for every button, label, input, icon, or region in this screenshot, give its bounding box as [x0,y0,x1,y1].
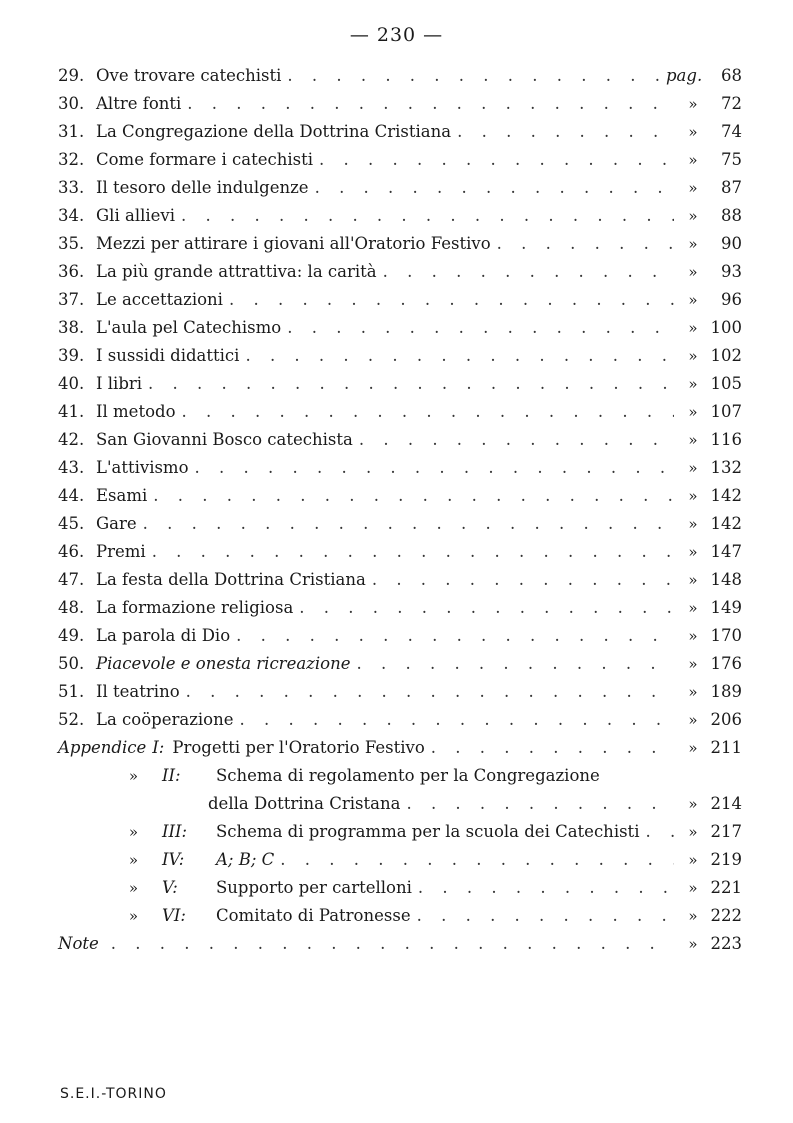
entry-number: 51. [58,682,85,701]
dot-leader [229,290,674,309]
entry-page: 132 [710,458,742,477]
toc-entry [58,542,742,570]
entry-title: Piacevole e onesta ricreazione [96,654,351,673]
page-abbreviation: pag. [666,66,703,85]
appendix-entry [58,850,742,878]
entry-page: 147 [710,542,742,561]
dot-leader [186,682,674,701]
appendix-number: V: [162,878,178,897]
ditto-mark: » [688,655,698,673]
toc-entry [58,430,742,458]
toc-entry [58,318,742,346]
toc-entry [58,654,742,682]
entry-page: 72 [721,94,742,113]
dot-leader [182,402,674,421]
toc-entry [58,234,742,262]
appendix-number: IV: [162,850,185,869]
dot-leader [372,570,674,589]
entry-title: Premi [96,542,146,561]
entry-number: 36. [58,262,85,281]
toc-entry [58,262,742,290]
entry-title: Il teatrino [96,682,180,701]
entry-title: La formazione religiosa [96,598,294,617]
entry-title: Il metodo [96,402,176,421]
entry-title: Progetti per l'Oratorio Festivo [172,738,425,757]
appendix-entry-continuation [58,794,742,822]
toc-entry [58,514,742,542]
entry-title: Ove trovare catechisti [96,66,282,85]
entry-number: 38. [58,318,85,337]
toc-entry [58,206,742,234]
appendix-number: II: [162,766,181,785]
ditto-mark: » [128,879,138,897]
toc-entry [58,374,742,402]
entry-number: 47. [58,570,85,589]
entry-title: Come formare i catechisti [96,150,314,169]
entry-page: 96 [721,290,742,309]
entry-number: 31. [58,122,85,141]
entry-title: Comitato di Patronesse [216,906,411,925]
toc-entry [58,122,742,150]
entry-number: 30. [58,94,85,113]
appendix-number: I: [152,738,165,757]
entry-page: 189 [710,682,742,701]
entry-page: 222 [710,906,742,925]
ditto-mark: » [688,347,698,365]
ditto-mark: » [688,935,698,953]
entry-page: 176 [710,654,742,673]
ditto-mark: » [688,291,698,309]
entry-number: 39. [58,346,85,365]
entry-page: 93 [721,262,742,281]
toc-entry [58,710,742,738]
entry-page: 223 [710,934,742,953]
appendix-entry [58,738,742,766]
ditto-mark: » [688,235,698,253]
dot-leader [111,934,674,953]
entry-title: Gli allievi [96,206,176,225]
entry-page: 107 [710,402,742,421]
ditto-mark: » [128,907,138,925]
dot-leader [359,430,674,449]
entry-number: 43. [58,458,85,477]
entry-title: I sussidi didattici [96,346,240,365]
notes-entry [58,934,742,962]
ditto-mark: » [688,403,698,421]
entry-page: 221 [710,878,742,897]
ditto-mark: » [688,711,698,729]
entry-page: 148 [710,570,742,589]
dot-leader [240,710,675,729]
entry-number: 48. [58,598,85,617]
entry-number: 46. [58,542,85,561]
ditto-mark: » [688,263,698,281]
ditto-mark: » [128,851,138,869]
ditto-mark: » [688,879,698,897]
entry-number: 52. [58,710,85,729]
table-of-contents [58,66,742,962]
dot-leader [181,206,674,225]
entry-title: Il tesoro delle indulgenze [96,178,309,197]
entry-page: 206 [710,710,742,729]
toc-entry [58,570,742,598]
entry-number: 32. [58,150,85,169]
entry-title-continued: della Dottrina Cristana [208,794,401,813]
dot-leader [299,598,674,617]
ditto-mark: » [688,683,698,701]
entry-page: 74 [721,122,742,141]
dot-leader [153,486,674,505]
entry-title: La più grande attrattiva: la carità [96,262,377,281]
entry-title: Supporto per cartelloni [216,878,412,897]
entry-title: A; B; C [216,850,275,869]
ditto-mark: » [688,739,698,757]
toc-entry [58,486,742,514]
appendix-label: Appendice [58,738,147,757]
entry-page: 217 [710,822,742,841]
entry-title: L'aula pel Catechismo [96,318,282,337]
dot-leader [383,262,674,281]
ditto-mark: » [688,179,698,197]
dot-leader [143,514,674,533]
dot-leader [417,906,674,925]
dot-leader [236,626,674,645]
toc-entry [58,402,742,430]
toc-entry [58,598,742,626]
entry-page: 142 [710,486,742,505]
entry-page: 100 [710,318,742,337]
ditto-mark: » [688,823,698,841]
printer-imprint: S.E.I.-TORINO [60,1086,167,1102]
appendix-entry [58,822,742,850]
appendix-entry [58,878,742,906]
entry-page: 149 [710,598,742,617]
entry-title: I libri [96,374,143,393]
entry-title: Mezzi per attirare i giovani all'Oratorio Festivo [96,234,491,253]
ditto-mark: » [688,487,698,505]
toc-entry [58,290,742,318]
dot-leader [319,150,674,169]
entry-title: Esami [96,486,148,505]
entry-page: 219 [710,850,742,869]
entry-page: 90 [721,234,742,253]
entry-number: 49. [58,626,85,645]
toc-entry [58,682,742,710]
dot-leader [645,822,674,841]
page-number: — 230 — [349,24,444,46]
toc-entry [58,150,742,178]
ditto-mark: » [688,543,698,561]
dot-leader [287,66,660,85]
dot-leader [457,122,674,141]
ditto-mark: » [128,767,138,785]
dot-leader [287,318,674,337]
entry-page: 102 [710,346,742,365]
entry-page: 75 [721,150,742,169]
entry-page: 105 [710,374,742,393]
toc-entry [58,458,742,486]
ditto-mark: » [688,431,698,449]
dot-leader [315,178,674,197]
dot-leader [280,850,674,869]
entry-number: 29. [58,66,85,85]
entry-page: 88 [721,206,742,225]
entry-number: 44. [58,486,85,505]
entry-number: 33. [58,178,85,197]
toc-entry [58,626,742,654]
entry-number: 40. [58,374,85,393]
appendix-entry [58,766,742,794]
entry-page: 68 [721,66,742,85]
dot-leader [497,234,674,253]
dot-leader [245,346,674,365]
entry-number: 37. [58,290,85,309]
ditto-mark: » [688,207,698,225]
entry-number: 34. [58,206,85,225]
entry-title: San Giovanni Bosco catechista [96,430,353,449]
entry-title: La coöperazione [96,710,234,729]
ditto-mark: » [688,375,698,393]
dot-leader [152,542,674,561]
entry-title: Le accettazioni [96,290,223,309]
entry-page: 142 [710,514,742,533]
entry-page: 214 [710,794,742,813]
dot-leader [356,654,674,673]
dot-leader [406,794,674,813]
ditto-mark: » [688,907,698,925]
entry-number: 45. [58,514,85,533]
entry-title: Schema di programma per la scuola dei Catechisti [216,822,640,841]
toc-entry [58,178,742,206]
entry-page: 116 [710,430,742,449]
dot-leader [431,738,674,757]
notes-label: Note [58,934,99,953]
ditto-mark: » [688,571,698,589]
entry-title: La Congregazione della Dottrina Cristiana [96,122,452,141]
entry-title: La parola di Dio [96,626,231,645]
ditto-mark: » [688,627,698,645]
ditto-mark: » [688,123,698,141]
ditto-mark: » [688,151,698,169]
appendix-number: VI: [162,906,186,925]
toc-entry [58,94,742,122]
ditto-mark: » [688,459,698,477]
appendix-entry [58,906,742,934]
dot-leader [148,374,674,393]
ditto-mark: » [688,515,698,533]
ditto-mark: » [688,851,698,869]
ditto-mark: » [688,319,698,337]
entry-page: 87 [721,178,742,197]
ditto-mark: » [128,823,138,841]
appendix-number: III: [162,822,188,841]
dot-leader [195,458,674,477]
entry-page: 211 [710,738,742,757]
entry-title: Gare [96,514,137,533]
entry-number: 41. [58,402,85,421]
toc-entry [58,66,742,94]
entry-title: Schema di regolamento per la Congregazione [216,766,600,785]
entry-number: 35. [58,234,85,253]
ditto-mark: » [688,599,698,617]
entry-page: 170 [710,626,742,645]
entry-number: 42. [58,430,85,449]
ditto-mark: » [688,795,698,813]
entry-title: Altre fonti [96,94,182,113]
entry-number: 50. [58,654,85,673]
entry-title: La festa della Dottrina Cristiana [96,570,366,589]
entry-title: L'attivismo [96,458,189,477]
ditto-mark: » [688,95,698,113]
dot-leader [187,94,674,113]
toc-entry [58,346,742,374]
dot-leader [418,878,674,897]
